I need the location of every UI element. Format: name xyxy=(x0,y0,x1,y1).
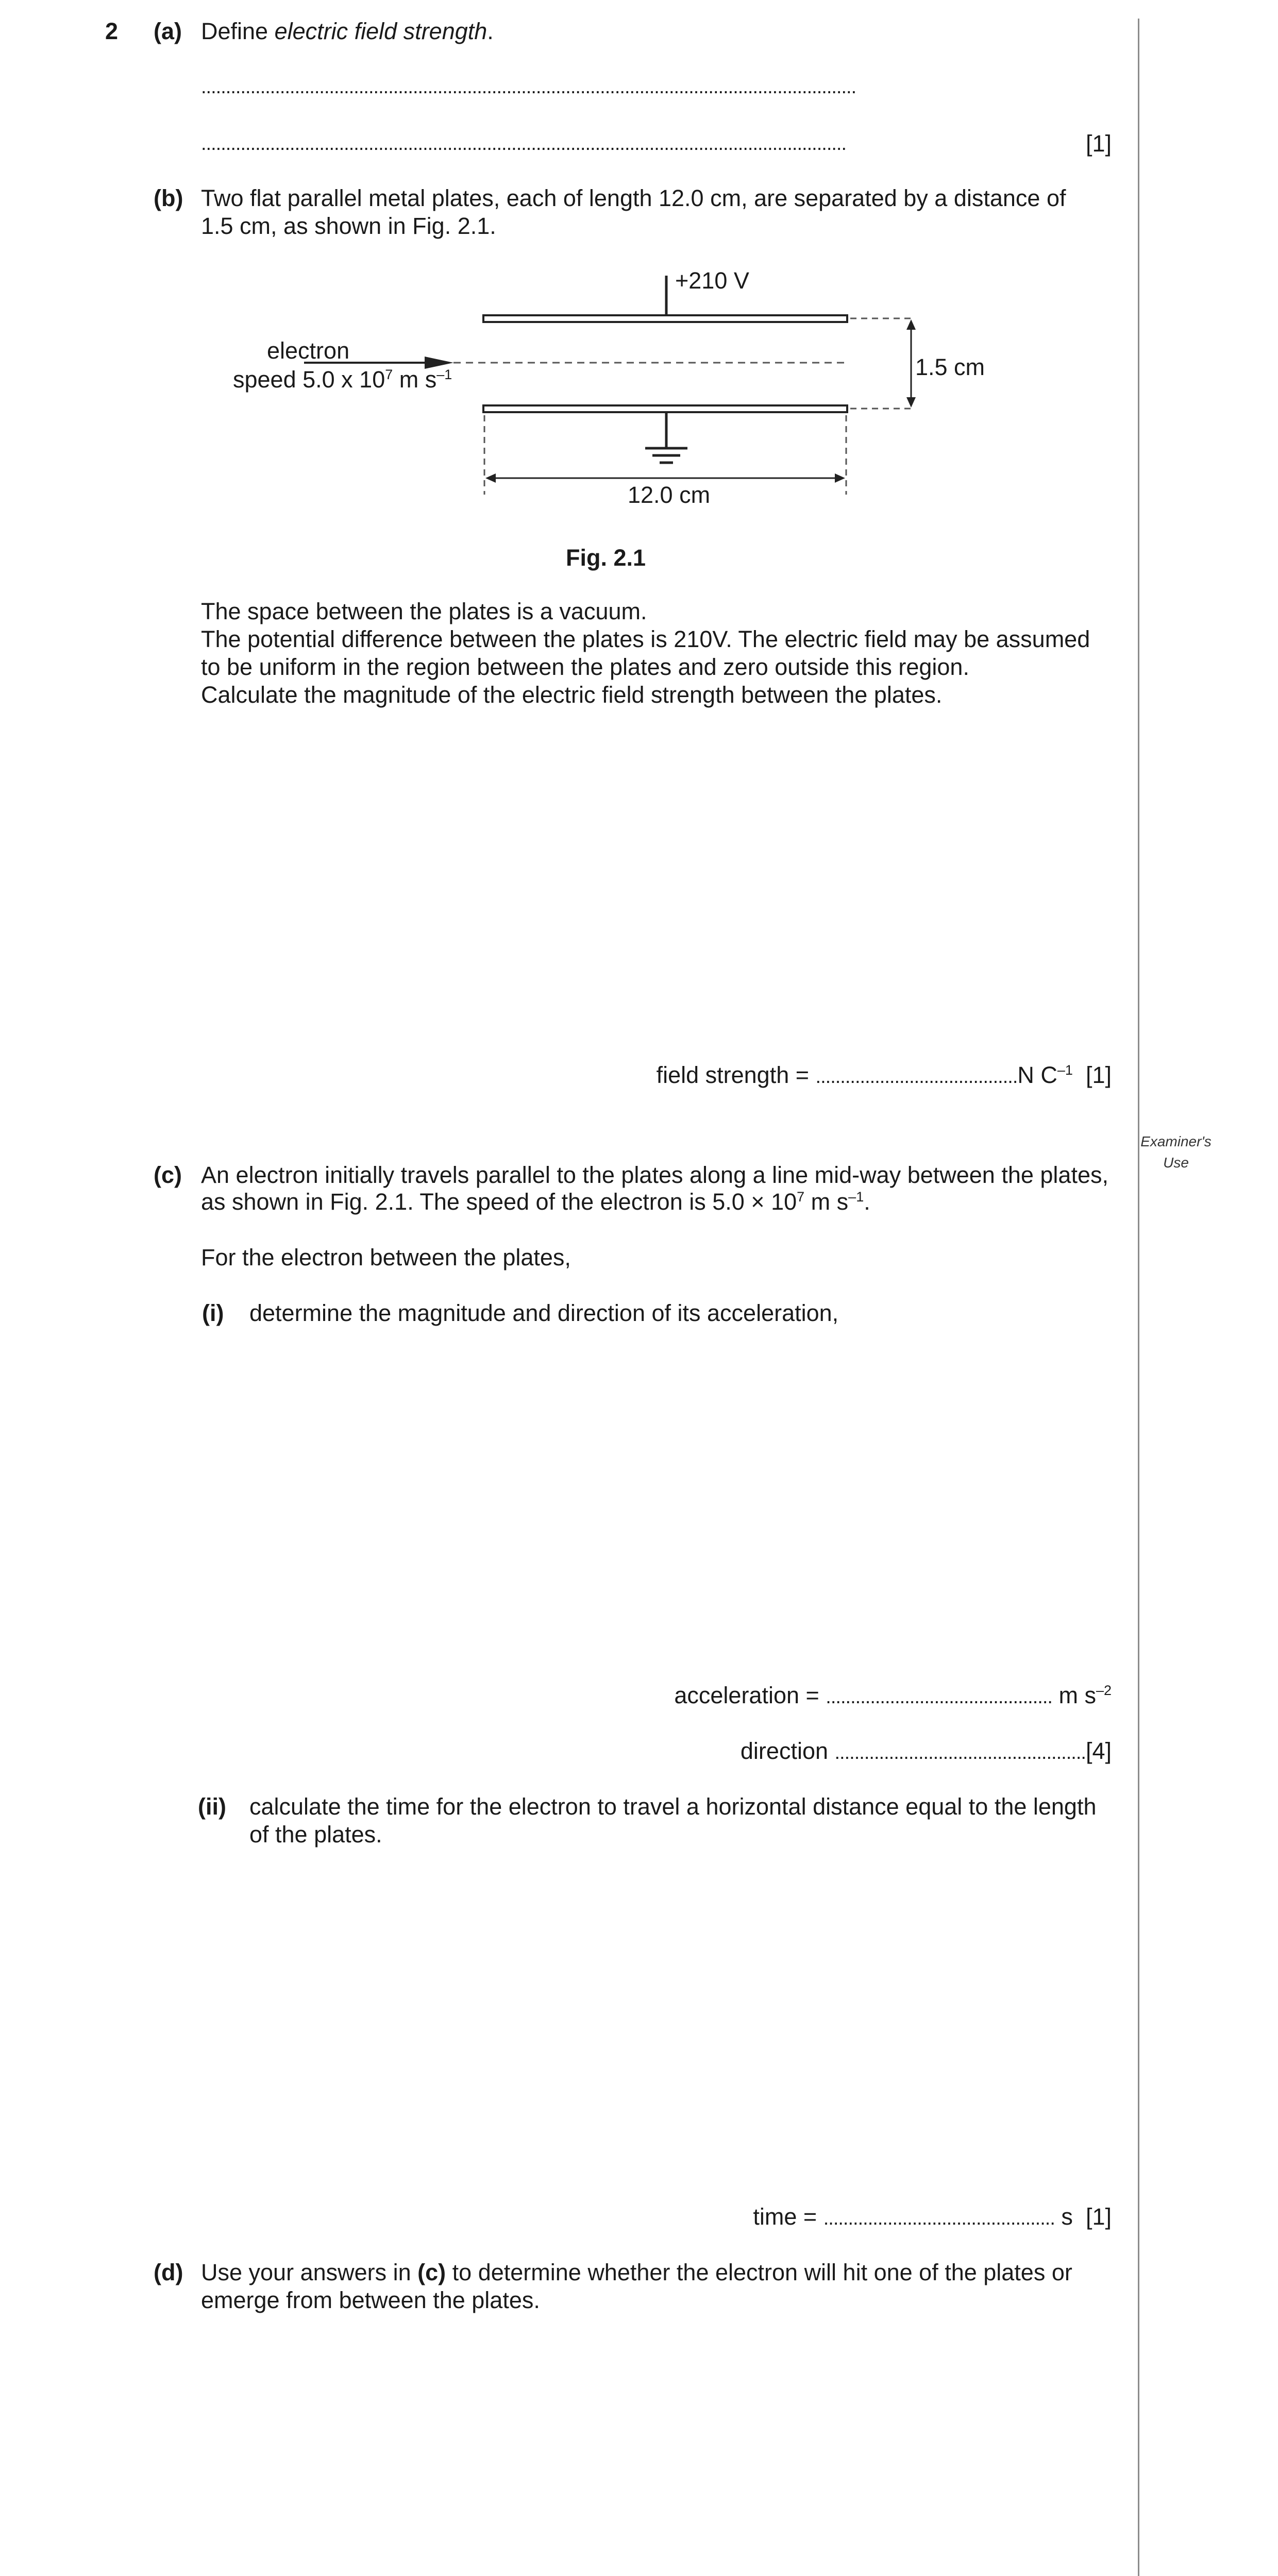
part-b-text-line-2: 1.5 cm, as shown in Fig. 2.1. xyxy=(201,213,496,239)
field-strength-unit-exponent: –1 xyxy=(1057,1062,1073,1078)
part-b-text-line-1: Two flat parallel metal plates, each of length 12.0 cm, are separated by a distance of xyxy=(201,185,1066,211)
part-c-ii-label: (ii) xyxy=(198,1793,226,1820)
part-c-i-label: (i) xyxy=(202,1300,224,1326)
acceleration-label: acceleration = xyxy=(674,1682,826,1708)
direction-label: direction xyxy=(740,1738,835,1764)
part-a-text-suffix: . xyxy=(487,18,494,44)
field-strength-unit: N C xyxy=(1017,1062,1057,1088)
part-d-reference: (c) xyxy=(417,2259,446,2285)
part-a-marks: [1] xyxy=(1085,130,1112,157)
part-c-i-marks: [4] xyxy=(1085,1738,1112,1764)
electron-label: electron xyxy=(267,337,350,364)
top-plate xyxy=(483,315,847,322)
part-b-label: (b) xyxy=(154,185,183,211)
speed-prefix: speed 5.0 x 10 xyxy=(233,366,385,393)
part-c-text-line-1: An electron initially travels parallel to the plates along a line mid-way between the plates, xyxy=(201,1162,1108,1188)
part-a-answer-line-1[interactable]: ..................................................................................................................................... xyxy=(201,76,856,98)
speed-exponent: 7 xyxy=(385,367,393,382)
figure-caption: Fig. 2.1 xyxy=(566,545,646,571)
question-number: 2 xyxy=(105,18,119,44)
part-c-line-2-prefix: as shown in Fig. 2.1. The speed of the electron is 5.0 × 10 xyxy=(201,1189,797,1215)
part-b-marks: [1] xyxy=(1085,1062,1112,1088)
part-a-label: (a) xyxy=(154,18,182,44)
acceleration-input[interactable]: .............................................. xyxy=(826,1686,1052,1708)
part-c-speed-unit: m s xyxy=(804,1189,849,1215)
examiners-use-line-1: Examiner's xyxy=(1140,1133,1212,1149)
part-c-speed-exponent: 7 xyxy=(797,1189,805,1205)
part-d-line-1-suffix: to determine whether the electron will hit one of the plates or xyxy=(446,2259,1072,2285)
separation-arrow-top xyxy=(906,319,916,330)
examiners-use-label xyxy=(1140,1131,1212,1173)
part-b-para-4: Calculate the magnitude of the electric field strength between the plates. xyxy=(201,682,943,708)
part-d-text-line-2: emerge from between the plates. xyxy=(201,2287,540,2313)
part-b-para-3: to be uniform in the region between the plates and zero outside this region. xyxy=(201,654,969,680)
part-d-line-1-prefix: Use your answers in xyxy=(201,2259,418,2285)
acceleration-unit: m s xyxy=(1052,1682,1096,1708)
part-c-intro: For the electron between the plates, xyxy=(201,1244,571,1270)
part-c-i-text: determine the magnitude and direction of its acceleration, xyxy=(249,1300,839,1326)
speed-unit-exponent: –1 xyxy=(436,367,452,382)
part-a-term: electric field strength xyxy=(274,18,487,44)
separation-arrow-bottom xyxy=(906,397,916,408)
length-arrow-right xyxy=(835,473,845,483)
time-input[interactable]: ............................................... xyxy=(823,2208,1055,2229)
direction-input[interactable]: ................................................... xyxy=(834,1742,1086,1764)
length-arrow-left xyxy=(485,473,496,483)
part-c-speed-unit-exponent: –1 xyxy=(848,1189,864,1205)
part-d-label: (d) xyxy=(154,2259,183,2285)
voltage-label: +210 V xyxy=(675,267,749,294)
bottom-plate xyxy=(483,405,847,412)
time-label: time = xyxy=(753,2204,823,2230)
direction-answer xyxy=(741,1737,1112,1766)
examiners-use-line-2: Use xyxy=(1163,1154,1189,1171)
part-c-ii-text-line-1: calculate the time for the electron to travel a horizontal distance equal to the length xyxy=(249,1793,1097,1820)
field-strength-label: field strength = xyxy=(656,1062,816,1088)
part-b-para-2: The potential difference between the plates is 210V. The electric field may be assumed xyxy=(201,626,1090,652)
part-c-text-line-2 xyxy=(201,1188,870,1216)
separation-label: 1.5 cm xyxy=(915,354,985,380)
part-c-ii-text-line-2: of the plates. xyxy=(249,1821,382,1848)
field-strength-answer xyxy=(657,1061,1112,1090)
part-d-text-line-1 xyxy=(201,2259,1072,2287)
electron-speed-label xyxy=(233,366,452,394)
part-b-para-1: The space between the plates is a vacuum. xyxy=(201,598,647,624)
time-answer xyxy=(753,2203,1112,2231)
speed-unit: m s xyxy=(393,366,437,393)
acceleration-answer xyxy=(674,1682,1112,1710)
part-c-ii-marks: [1] xyxy=(1085,2204,1112,2230)
fig-2-1-diagram xyxy=(0,0,1278,515)
acceleration-unit-exponent: –2 xyxy=(1096,1683,1112,1698)
field-strength-input[interactable]: ......................................... xyxy=(815,1066,1018,1088)
part-c-label: (c) xyxy=(154,1162,182,1188)
part-c-line-2-end: . xyxy=(864,1189,870,1215)
length-label: 12.0 cm xyxy=(628,482,711,508)
part-a-text-prefix: Define xyxy=(201,18,275,44)
time-unit: s xyxy=(1054,2204,1073,2230)
part-a-answer-line-2[interactable]: ................................................................................................................................... xyxy=(201,133,847,155)
